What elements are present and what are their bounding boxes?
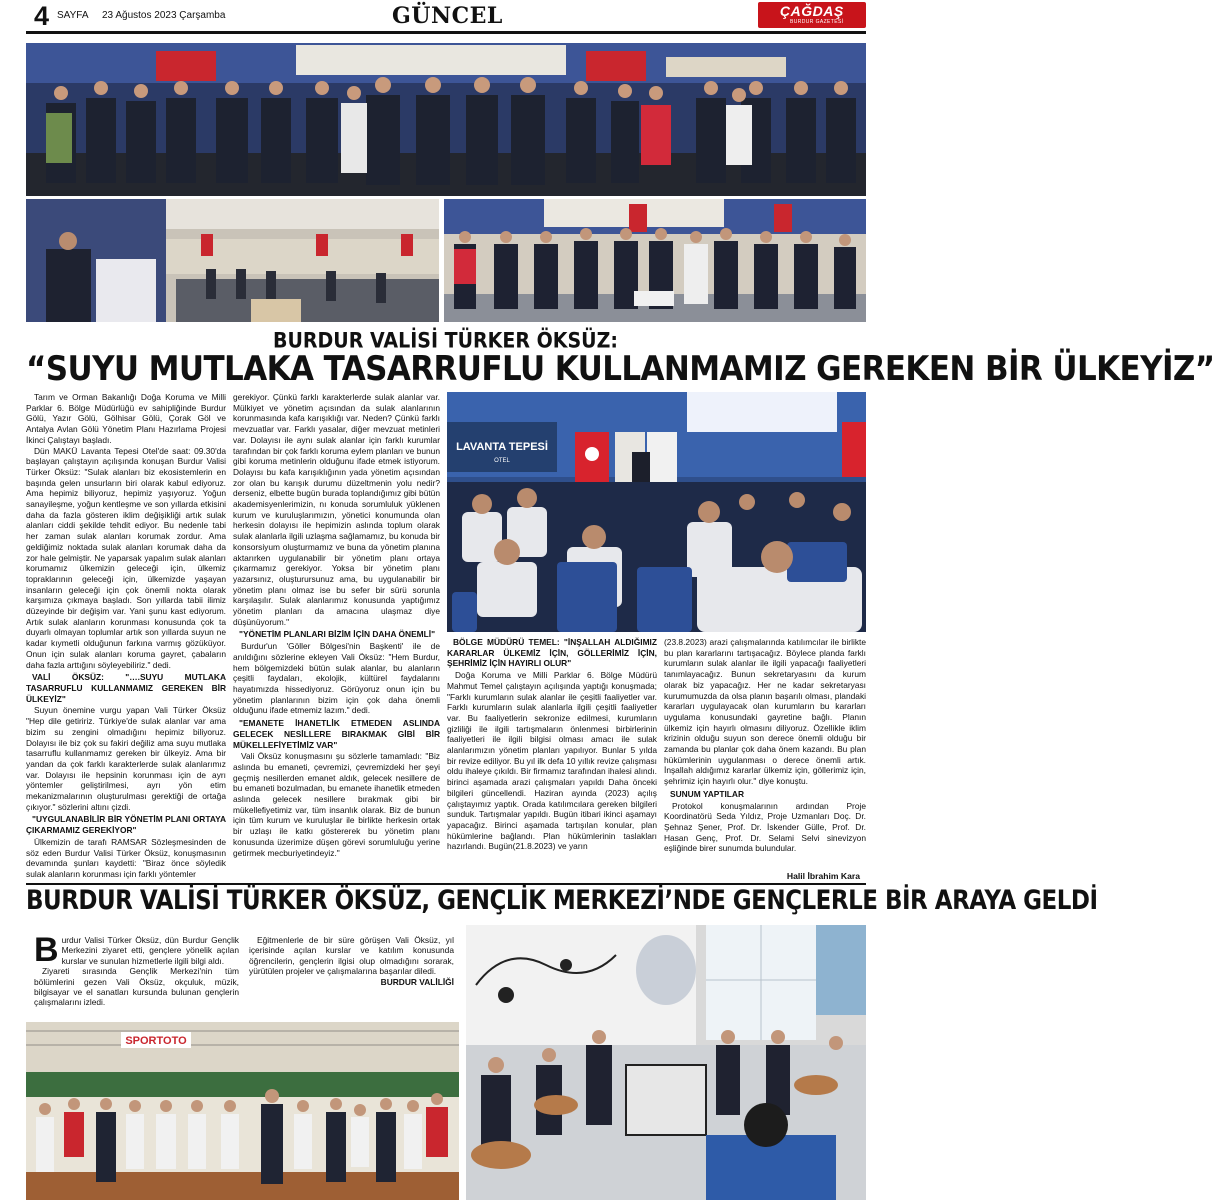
second-article-author: BURDUR VALİLİĞİ (380, 976, 454, 987)
article-column-4 (664, 637, 866, 882)
paragraph: Dün MAKÜ Lavanta Tepesi Otel'de saat: 09.30'da başlayan çalıştayın açılışında konuşan Burdur Valisi Türker Öksüz: "Sulak alanları biz ekosistemlerin en başında gelen unsurların biri olarak kabul ediyoruz. Ama hepimiz biliyoruz, hepimiz yaşıyoruz. Yoğun sanayileşme, yoğun kentleşme ve son yıllarda etkisini daha da fazla gösteren iklim değişikliği artık sulak alanları ciddi şekilde tehdit ediyor. Bu nedenle tabi her zaman sulak alanları korumak zordur. Ama geldiğimiz noktada sulak alanları korumak daha da zor hale gelmiştir. Ne yaparsak yapalım sulak alanları korumamız ülkemizin geleceği için, ülkemiz topraklarının geleceği için, ülkemizde yaşayan insanların geleceği için çok önemli nokta olarak karşımıza çıkmaya başladı. Son yıllarda tabii ilimiz düzeyinde bir değişim var. Yani şunu kast ediyorum. Artık sulak alanların korunması konusunda çok ta duyarlı olmayan toplumlar artık son yıllarda suyun ne kadar kıymetli olduğunun farkına varmış gözüküyor. Onun için sulak alanları koruma gayret, çabaların daha fazla arttığını söyleyebiliriz." dedi. (26, 445, 226, 670)
page-number: 4 (34, 1, 50, 31)
subheading: BÖLGE MÜDÜRÜ TEMEL: "İNŞALLAH ALDIĞIMIZ KARARLAR ÜLKEMİZ İÇİN, GÖLLERİMİZ İÇİN, ŞEHRİMİZ İÇİN HAYIRLI OLUR" (447, 637, 657, 669)
second-article-body (34, 931, 454, 1020)
paragraph-text: urdur Valisi Türker Öksüz, dün Burdur Gençlik Merkezini ziyaret etti, gençlere yönelik açılan kurslar ve sunulan hizmetlerle ilgili bilgi aldı. (61, 935, 239, 966)
article-headline: “SUYU MUTLAKA TASARRUFLU KULLANMAMIZ GEREKEN BİR ÜLKEYİZ” (26, 349, 1215, 389)
banner-text: LAVANTA TEPESİ (456, 441, 548, 453)
logo-name: ÇAĞDAŞ (780, 3, 844, 19)
speech-photo (26, 199, 439, 322)
paragraph: Eğitmenlerle de bir süre görüşen Vali Öksüz, yıl içerisinde açılan kurslar ve katılım konusunda öğrencilerin, gençlerin ilgisi olup olmadığını sorarak, yürütülen projeler ve çalışmalarına başarılar diledi. (249, 935, 454, 977)
subheading: VALİ ÖKSÜZ: "….SUYU MUTLAKA TASARRUFLU KULLANMAMIZ GEREKEN BİR ÜLKEYİZ" (26, 672, 226, 704)
paragraph: Protokol konuşmalarının ardından Proje Koordinatörü Seda Yıldız, Proje Uzmanları Doç. Dr. Şehnaz Şener, Prof. Dr. İskender Gülle, Prof. Dr. Hasan Genç, Prof. Dr. Selami Selvi sinevizyon eşliğinde birer sunumda bulundular. (664, 800, 866, 854)
issue-date: 23 Ağustos 2023 Çarşamba (102, 10, 226, 21)
subheading: "YÖNETİM PLANLARI BİZİM İÇİN DAHA ÖNEMLİ" (239, 629, 436, 640)
sponsor-text: SPORTOTO (125, 1035, 187, 1047)
paragraph: Ülkemizin de tarafı RAMSAR Sözleşmesinden de söz eden Burdur Valisi Türker Öksüz, konuşmasının devamında şunları kaydetti: "Biraz önce söyledik sulak alanların korunması için farklı yöntemler (26, 836, 226, 879)
article-column-2 (233, 392, 440, 900)
paragraph: Tarım ve Orman Bakanlığı Doğa Koruma ve Milli Parklar 6. Bölge Müdürlüğü ev sahipliğinde Burdur Gölü, Yazır Gölü, Gölhisar Gölü, Çorak Göl ve Antalya Avlan Gölü Yönetim Planı Hazırlama Projesi İkinci Çalıştayı başladı. (26, 392, 226, 445)
subheading: SUNUM YAPTILAR (670, 788, 744, 799)
header-rule (26, 31, 866, 34)
article-column-3 (447, 637, 657, 900)
group-photo (26, 43, 866, 196)
drop-cap: B (34, 931, 59, 969)
section-title: GÜNCEL (392, 3, 503, 29)
paragraph: Ziyareti sırasında Gençlik Merkezi'nin tüm bölümlerini gezen Vali Öksüz, okçuluk, müzik, bilgisayar ve el sanatları kursunda bulunan gençlerin çalışmalarını izledi. (34, 966, 239, 1008)
subheading: "EMANETE İHANETLİK ETMEDEN ASLINDA GELECEK NESİLLERE BIRAKMAK GİBİ BİR MÜKELLEFİYETİMİZ VAR" (233, 718, 440, 750)
youth-center-group-photo (26, 1022, 459, 1200)
paragraph: Burdur'un 'Göller Bölgesi'nin Başkenti' ile de anıldığını sözlerine ekleyen Vali Öksüz: "Hem Burdur, hem bölgemizdeki bütün sulak alanlar, bu alanların çeşitli faydaları, ekolojik, kültürel faydalarını hayatımızda hissediyoruz. Görüyoruz onun için bu yönetim planlarının bizim için çok daha önemli olduğunu ifade etmemiz lazım." dedi. (233, 641, 440, 716)
page-label: SAYFA (57, 10, 89, 21)
logo-subtitle: BURDUR GAZETESİ (790, 19, 844, 25)
subheading: "UYGULANABİLİR BİR YÖNETİM PLANI ORTAYA ÇIKARMAMIZ GEREKİYOR" (26, 814, 226, 836)
article-author: Halil İbrahim Kara (786, 871, 860, 881)
paragraph: Suyun önemine vurgu yapan Vali Türker Öksüz "Hep dile getiririz. Türkiye'de sulak alanlar var ama bizim su zengini olmadığını hepimiz biliyoruz. Dolayısı ile biz çok su fakiri değiliz ama suyu mutlaka tasarruflu kullanmamız gereken bir ülkeyiz. Ama bir yandan da çok farklı karakterlerde sulak alanlarımız var. Dolayısı ile hepsinin korunması için de ayrı yöntemler geliştirilmesi, ayrı yön etim mekanizmalarının oluşturulması gerektiği de ortağa çıkıyor." sözlerini altını çizdi. (26, 705, 226, 812)
paragraph (34, 931, 239, 969)
paragraph: Vali Öksüz konuşmasını şu sözlerle tamamladı: "Biz aslında bu emaneti, çevremizi, çevremizdeki her şeyi geçmiş nesillerden emanet aldık, gelecek nesillere de bu emaneti bozulmadan, bu emanete ihanetlik etmeden aslında gelecek nesillere bırakmak gibi bir mükellefiyetimiz var, tüm insanlık olarak. Biz de bunun için tüm kurum ve kuruluşlar ile birlikte herkesin ortak bir uzlaşı ile katkı göstererek bu yönetim planı konusunda üzerimize düşen görevi sorumluluğu yerine getirmek mecburiyetindeyiz." (233, 751, 440, 858)
officials-photo (444, 199, 866, 322)
paragraph: gerekiyor. Çünkü farklı karakterlerde sulak alanlar var. Mülkiyet ve yönetim açısından da sulak alanlarının korunmasında kafa karışıklığı var. Neden? Çünkü farklı mevzuatlar var. Farklı yasalar, diğer mevzuat metinleri var. Dolayısı ile aynı sulak alanlar için farklı kurumlar tarafından bir çok farklı koruma eylem planları ve bunun gibi koruma metinlerin olduğunu ifade etmek istiyorum. Dolayısı bu kafa karışıklığının yada yönetim açısından zor olan bu karışık durumu düzeltmenin yolu nedir? derseniz, elbette bugün burada toplandığımız gibi bütün akademisyenlerimizin, nı konuda sorumluluk yüklenen kurum ve kuruluşlarımızın, yönetici konumunda olan herkesin dolayısı ile hepimizin aslında toplum olarak sulak alanlarla ilgili uzlaşma sağlamamız, bu konuda bir konsorsiyum oluşturmamız ve buna da yönetim planına aktarırken uygulanabilir bir yönetim planı ortaya çıkarmamız gerekiyor. Yoksa bir yönetim planı yazarsınız, oluşturursunuz ama, bu uygulanabilir bir yönetim planı olmaz ise bu sefer bir sürü sorunla karşılaşılır. Sulak alanlarımız konusunda yaptığımız yönetim planları da amacına ulaşmaz diye düşünüyorum." (233, 392, 440, 627)
conference-hall-photo (447, 392, 866, 632)
second-headline: BURDUR VALİSİ TÜRKER ÖKSÜZ, GENÇLİK MERKEZİ’NDE GENÇLERLE BİR ARAYA GELDİ (26, 886, 1098, 916)
paragraph: (23.8.2023) arazi çalışmalarında katılımcılar ile birlikte bu plan kararlarını tartışacağız. Böylece planda farklı kurumların sulak alanlar ile ilgili yapacağı faaliyetleri tanımlayacağız. Bunun sekretaryasını da kurum olarak biz yapacağız. Her ne kadar sekretaryası kurumumuzda da olsa planın başarılı olması, plandaki kararları uygulayacak olan kurumların bu kararları uygulama konusundaki gayretine bağlı. Planın ülkemiz için hayırlı olmasını diliyoruz. Özellikle iklim krizinin olduğu suyun son derece önemli olduğu bir zamanda bu planlar çok daha önem kazandı. Bu plan hükümlerinin uygulanması o derece önemli artık. İnşallah aldığımız kararlar ülkemiz için, göllerimiz için, şehrimiz için hayırlı olur." diye konuştu. (664, 637, 866, 787)
paragraph: Doğa Koruma ve Milli Parklar 6. Bölge Müdürü Mahmut Temel çalıştayın açılışında yaptığı konuşmada; "Farklı kurumların sulak alanlar ile çeşitli faaliyetler var. Farklı kurumların sulak alanlarla ilgili çeşitli faaliyetler var. Bu faaliyetlerin sekronize edilmesi, kurumların gizliliği ile ilgili tartışmaların önlenmesi birbirlerinin faaliyetleri ile ilgili bilgisi olması amacı ile sulak alanlarımızın yönetim planları yapılıyor. Bunlar 5 yılda bir revize ediliyor. Bu yıl ilk defa 10 yıllık revize çalışması oldu ihaleye çıkıldı. Bir firmamız tarafından ihalesi alındı. birinci aşamada arazi çalışmaları yapıldı Daha önceki bilgileri güncellendi. Haziran ayında (2023) açılış çalıştayımız yaptık. Orada katılımcılara gereken bilgileri sunduk. Tartışmalar yapıldı. Bugün itibari ikinci aşamayı yapacağız. Birinci aşamada tartışılan konular, plan hükümlerine bağlandı. Plan hükümlerinin taslakları hazırlandı. Bugün(21.8.2023) ve yarın (447, 670, 657, 852)
music-class-photo (466, 925, 866, 1200)
banner-subtext: OTEL (494, 458, 510, 464)
section-rule (26, 883, 866, 885)
article-kicker: BURDUR VALİSİ TÜRKER ÖKSÜZ: (273, 328, 618, 354)
article-column-1 (26, 392, 226, 900)
